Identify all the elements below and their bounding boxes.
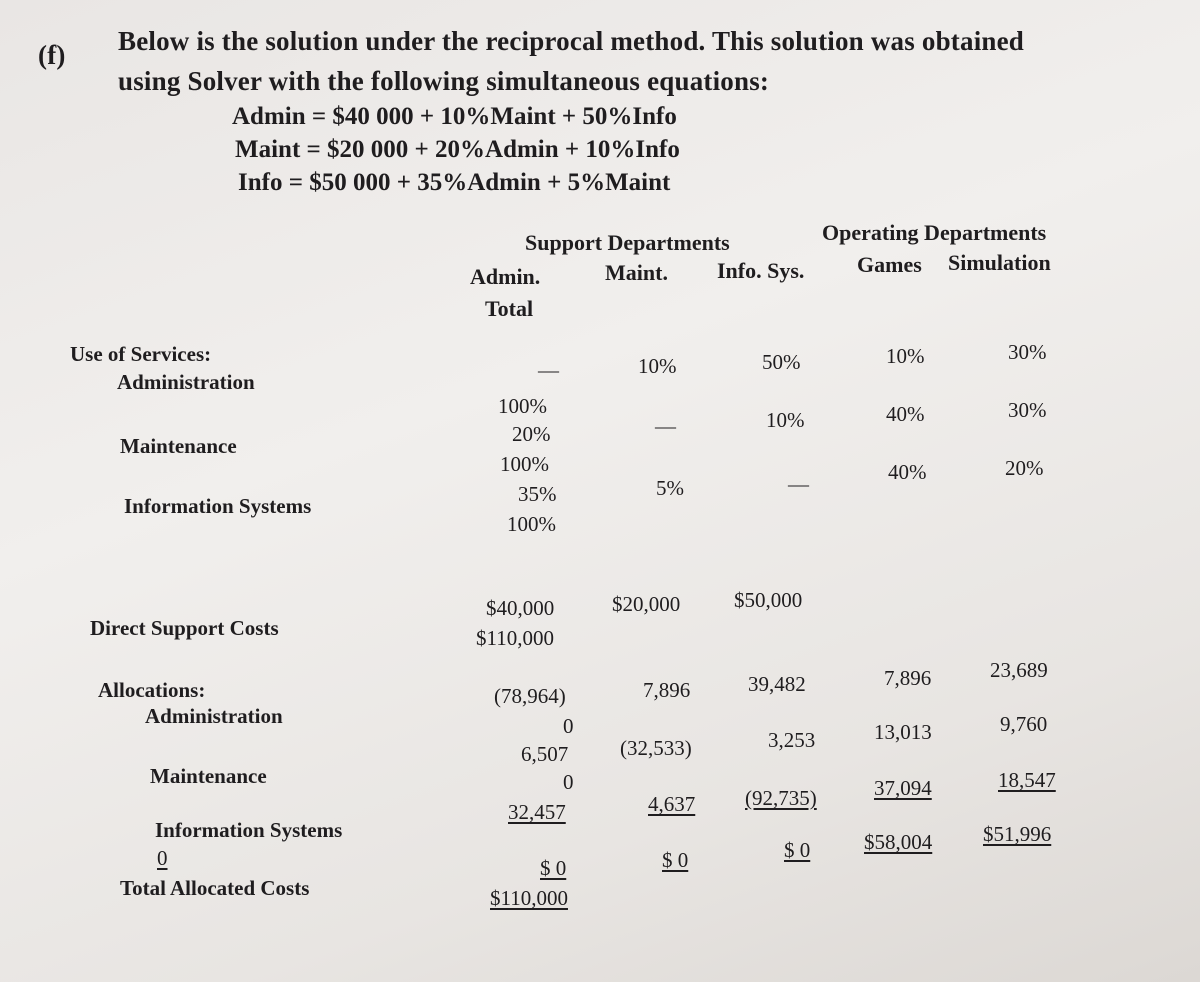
direct-cost-admin: $40,000 bbox=[486, 596, 555, 620]
col-header-games: Games bbox=[857, 252, 922, 277]
services-admin-admin: — bbox=[538, 358, 559, 382]
services-maint-admin: 20% bbox=[512, 422, 551, 446]
services-admin-games: 10% bbox=[886, 344, 925, 368]
services-admin-total: 100% bbox=[498, 394, 547, 418]
services-maint-info: 10% bbox=[766, 408, 805, 432]
alloc-maint-maint: (32,533) bbox=[620, 736, 692, 760]
alloc-maint-admin: 6,507 bbox=[521, 742, 569, 766]
direct-support-costs-label: Direct Support Costs bbox=[90, 616, 279, 640]
equation-maint: Maint = $20 000 + 20%Admin + 10%Info bbox=[235, 136, 680, 163]
services-info-maint: 5% bbox=[656, 476, 684, 500]
services-row-label-admin: Administration bbox=[117, 370, 255, 394]
col-header-simulation: Simulation bbox=[948, 250, 1051, 275]
alloc-info-admin: 32,457 bbox=[508, 800, 566, 824]
total-allocated-maint: $ 0 bbox=[662, 848, 689, 872]
use-of-services-title: Use of Services: bbox=[70, 342, 212, 366]
support-departments-header: Support Departments bbox=[525, 230, 730, 255]
total-allocated-simulation: $51,996 bbox=[983, 822, 1052, 846]
services-info-games: 40% bbox=[888, 460, 927, 484]
alloc-admin-simulation: 23,689 bbox=[990, 658, 1048, 682]
services-maint-simulation: 30% bbox=[1008, 398, 1047, 422]
total-allocated-label: Total Allocated Costs bbox=[120, 876, 310, 900]
alloc-admin-admin: (78,964) bbox=[494, 684, 566, 708]
direct-cost-info: $50,000 bbox=[734, 588, 803, 612]
equation-admin: Admin = $40 000 + 10%Maint + 50%Info bbox=[232, 103, 677, 130]
alloc-maint-total: 0 bbox=[563, 770, 574, 794]
total-allocated-games: $58,004 bbox=[864, 830, 933, 854]
services-maint-total: 100% bbox=[500, 452, 549, 476]
alloc-admin-total: 0 bbox=[563, 714, 574, 738]
services-info-admin: 35% bbox=[518, 482, 557, 506]
services-row-label-info: Information Systems bbox=[124, 494, 312, 518]
intro-line-2: using Solver with the following simultaneous equations: bbox=[118, 66, 770, 96]
direct-cost-maint: $20,000 bbox=[612, 592, 681, 616]
services-info-total: 100% bbox=[507, 512, 556, 536]
col-header-maint: Maint. bbox=[605, 260, 668, 285]
operating-departments-header: Operating Departments bbox=[822, 220, 1047, 245]
total-allocated-admin: $ 0 bbox=[540, 856, 567, 880]
total-allocated-total: $110,000 bbox=[490, 886, 568, 910]
services-admin-simulation: 30% bbox=[1008, 340, 1047, 364]
intro-line-1: Below is the solution under the reciprocal method. This solution was obtained bbox=[118, 26, 1025, 56]
alloc-info-simulation: 18,547 bbox=[998, 768, 1056, 792]
services-maint-maint: — bbox=[655, 414, 676, 438]
alloc-row-label-info: Information Systems bbox=[155, 818, 343, 842]
equation-info: Info = $50 000 + 35%Admin + 5%Maint bbox=[238, 169, 671, 196]
direct-cost-total: $110,000 bbox=[476, 626, 554, 650]
allocations-title: Allocations: bbox=[98, 678, 206, 702]
alloc-row-label-maint: Maintenance bbox=[150, 764, 267, 788]
col-header-total: Total bbox=[485, 296, 534, 321]
question-marker: (f) bbox=[38, 40, 66, 70]
alloc-admin-games: 7,896 bbox=[884, 666, 932, 690]
services-row-label-maint: Maintenance bbox=[120, 434, 237, 458]
alloc-info-info: (92,735) bbox=[745, 786, 817, 810]
alloc-info-total: 0 bbox=[157, 846, 168, 870]
alloc-admin-info: 39,482 bbox=[748, 672, 806, 696]
alloc-info-maint: 4,637 bbox=[648, 792, 696, 816]
alloc-maint-simulation: 9,760 bbox=[1000, 712, 1048, 736]
alloc-maint-info: 3,253 bbox=[768, 728, 816, 752]
alloc-maint-games: 13,013 bbox=[874, 720, 932, 744]
services-admin-info: 50% bbox=[762, 350, 801, 374]
col-header-admin: Admin. bbox=[470, 264, 541, 289]
services-info-info: — bbox=[788, 472, 809, 496]
services-info-simulation: 20% bbox=[1005, 456, 1044, 480]
services-admin-maint: 10% bbox=[638, 354, 677, 378]
alloc-info-games: 37,094 bbox=[874, 776, 932, 800]
alloc-admin-maint: 7,896 bbox=[643, 678, 691, 702]
services-maint-games: 40% bbox=[886, 402, 925, 426]
col-header-info: Info. Sys. bbox=[717, 258, 805, 283]
alloc-row-label-admin: Administration bbox=[145, 704, 283, 728]
total-allocated-info: $ 0 bbox=[784, 838, 811, 862]
